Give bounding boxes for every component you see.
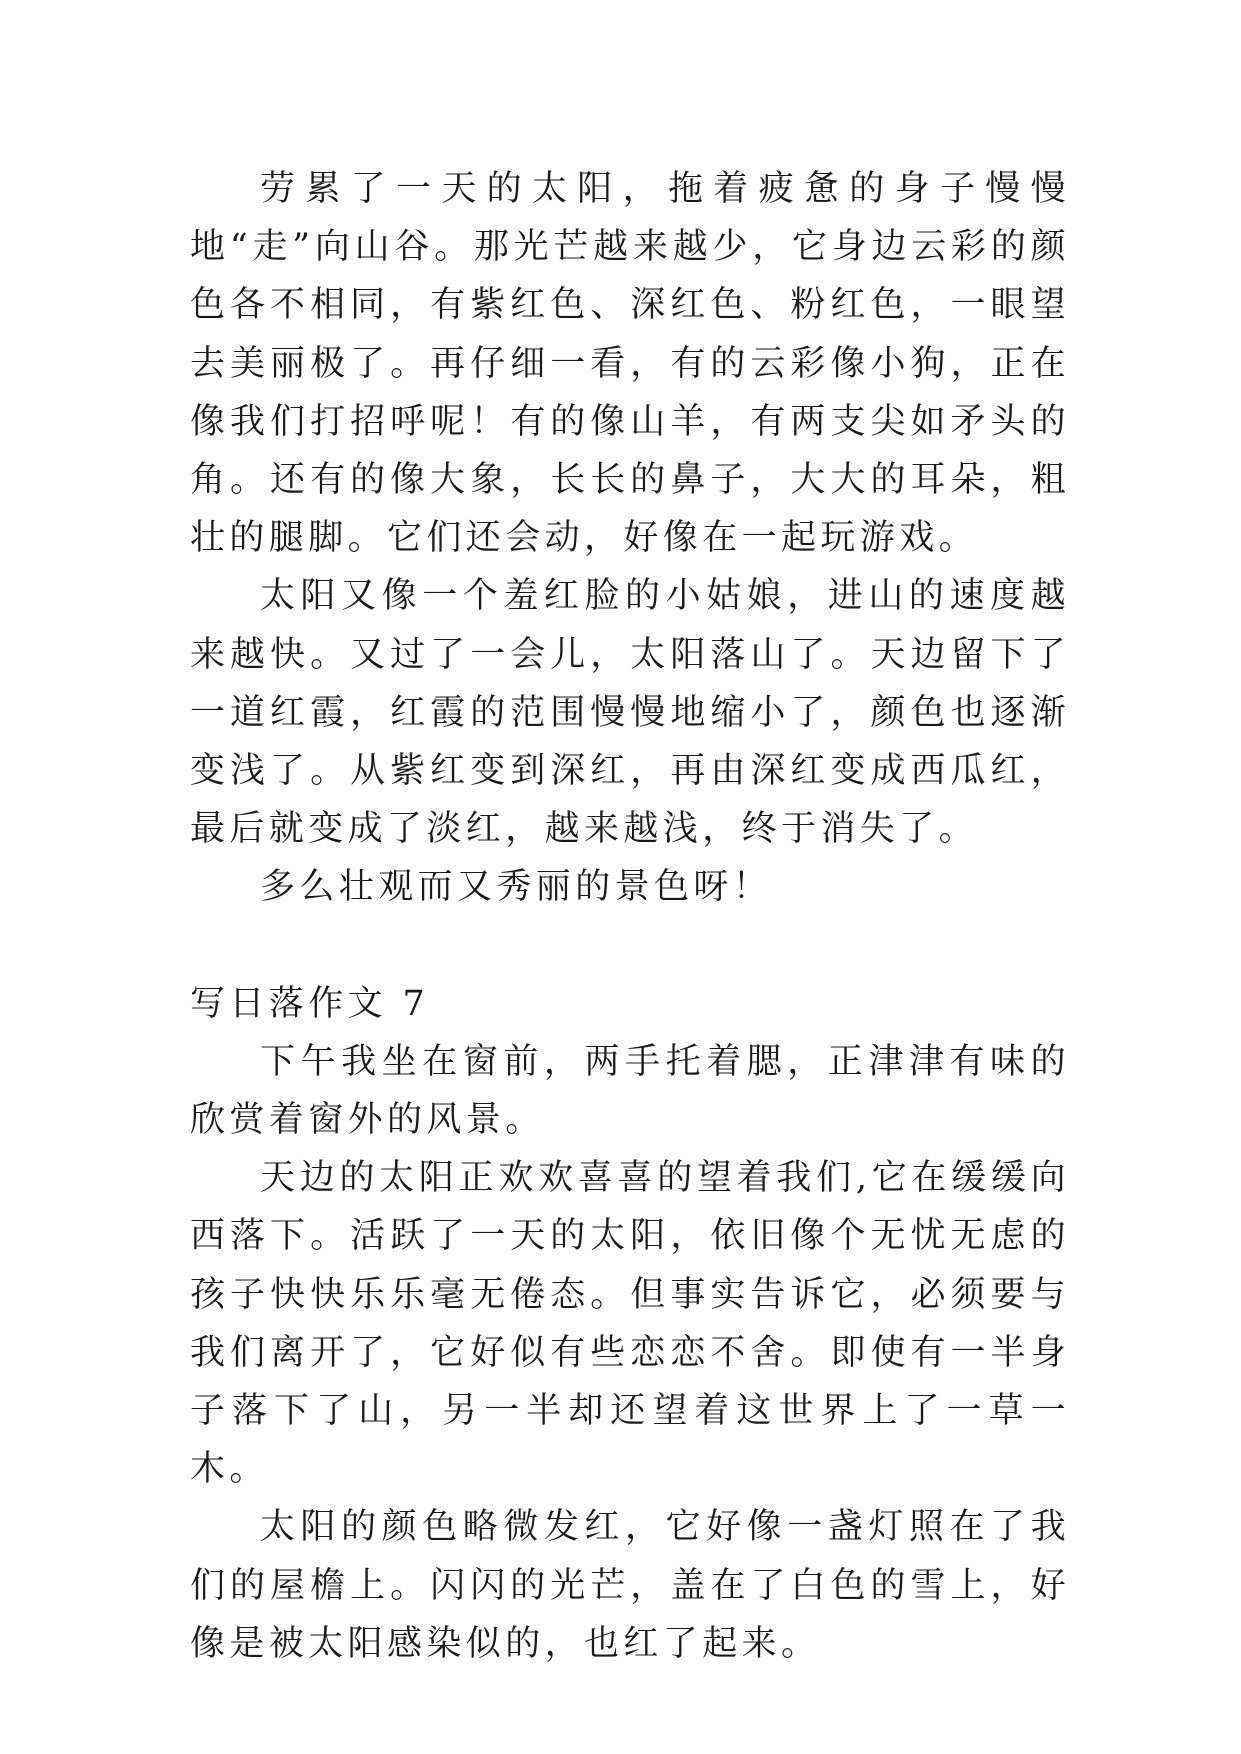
- paragraph: 太阳的颜色略微发红，它好像一盏灯照在了我们的屋檐上。闪闪的光芒，盖在了白色的雪上，好像是被太阳感染似的，也红了起来。: [190, 1507, 1070, 1664]
- paragraph: 下午我坐在窗前，两手托着腮，正津津有味的欣赏着窗外的风景。: [190, 1041, 1070, 1141]
- document-body: [190, 160, 1070, 1673]
- paragraph: 劳累了一天的太阳，拖着疲惫的身子慢慢地“走”向山谷。那光芒越来越少，它身边云彩的颜色各不相同，有紫红色、深红色、粉红色，一眼望去美丽极了。再仔细一看，有的云彩像小狗，正在像我们打招呼呢！有的像山羊，有两支尖如矛头的角。还有的像大象，长长的鼻子，大大的耳朵，粗壮的腿脚。它们还会动，好像在一起玩游戏。: [190, 169, 1070, 559]
- paragraph: 天边的太阳正欢欢喜喜的望着我们,它在缓缓向西落下。活跃了一天的太阳，依旧像个无忧无虑的孩子快快乐乐毫无倦态。但事实告诉它，必须要与我们离开了，它好似有些恋恋不舍。即使有一半身子落下了山，另一半却还望着这世界上了一草一木。: [190, 1158, 1070, 1490]
- section-title: 写日落作文 7: [190, 983, 430, 1024]
- paragraph: 太阳又像一个羞红脸的小姑娘，进山的速度越来越快。又过了一会儿，太阳落山了。天边留下了一道红霞，红霞的范围慢慢地缩小了，颜色也逐渐变浅了。从紫红变到深红，再由深红变成西瓜红，最后就变成了淡红，越来越浅，终于消失了。: [190, 576, 1070, 850]
- paragraph: 多么壮观而又秀丽的景色呀！: [260, 867, 773, 908]
- section-spacer: [190, 917, 1070, 975]
